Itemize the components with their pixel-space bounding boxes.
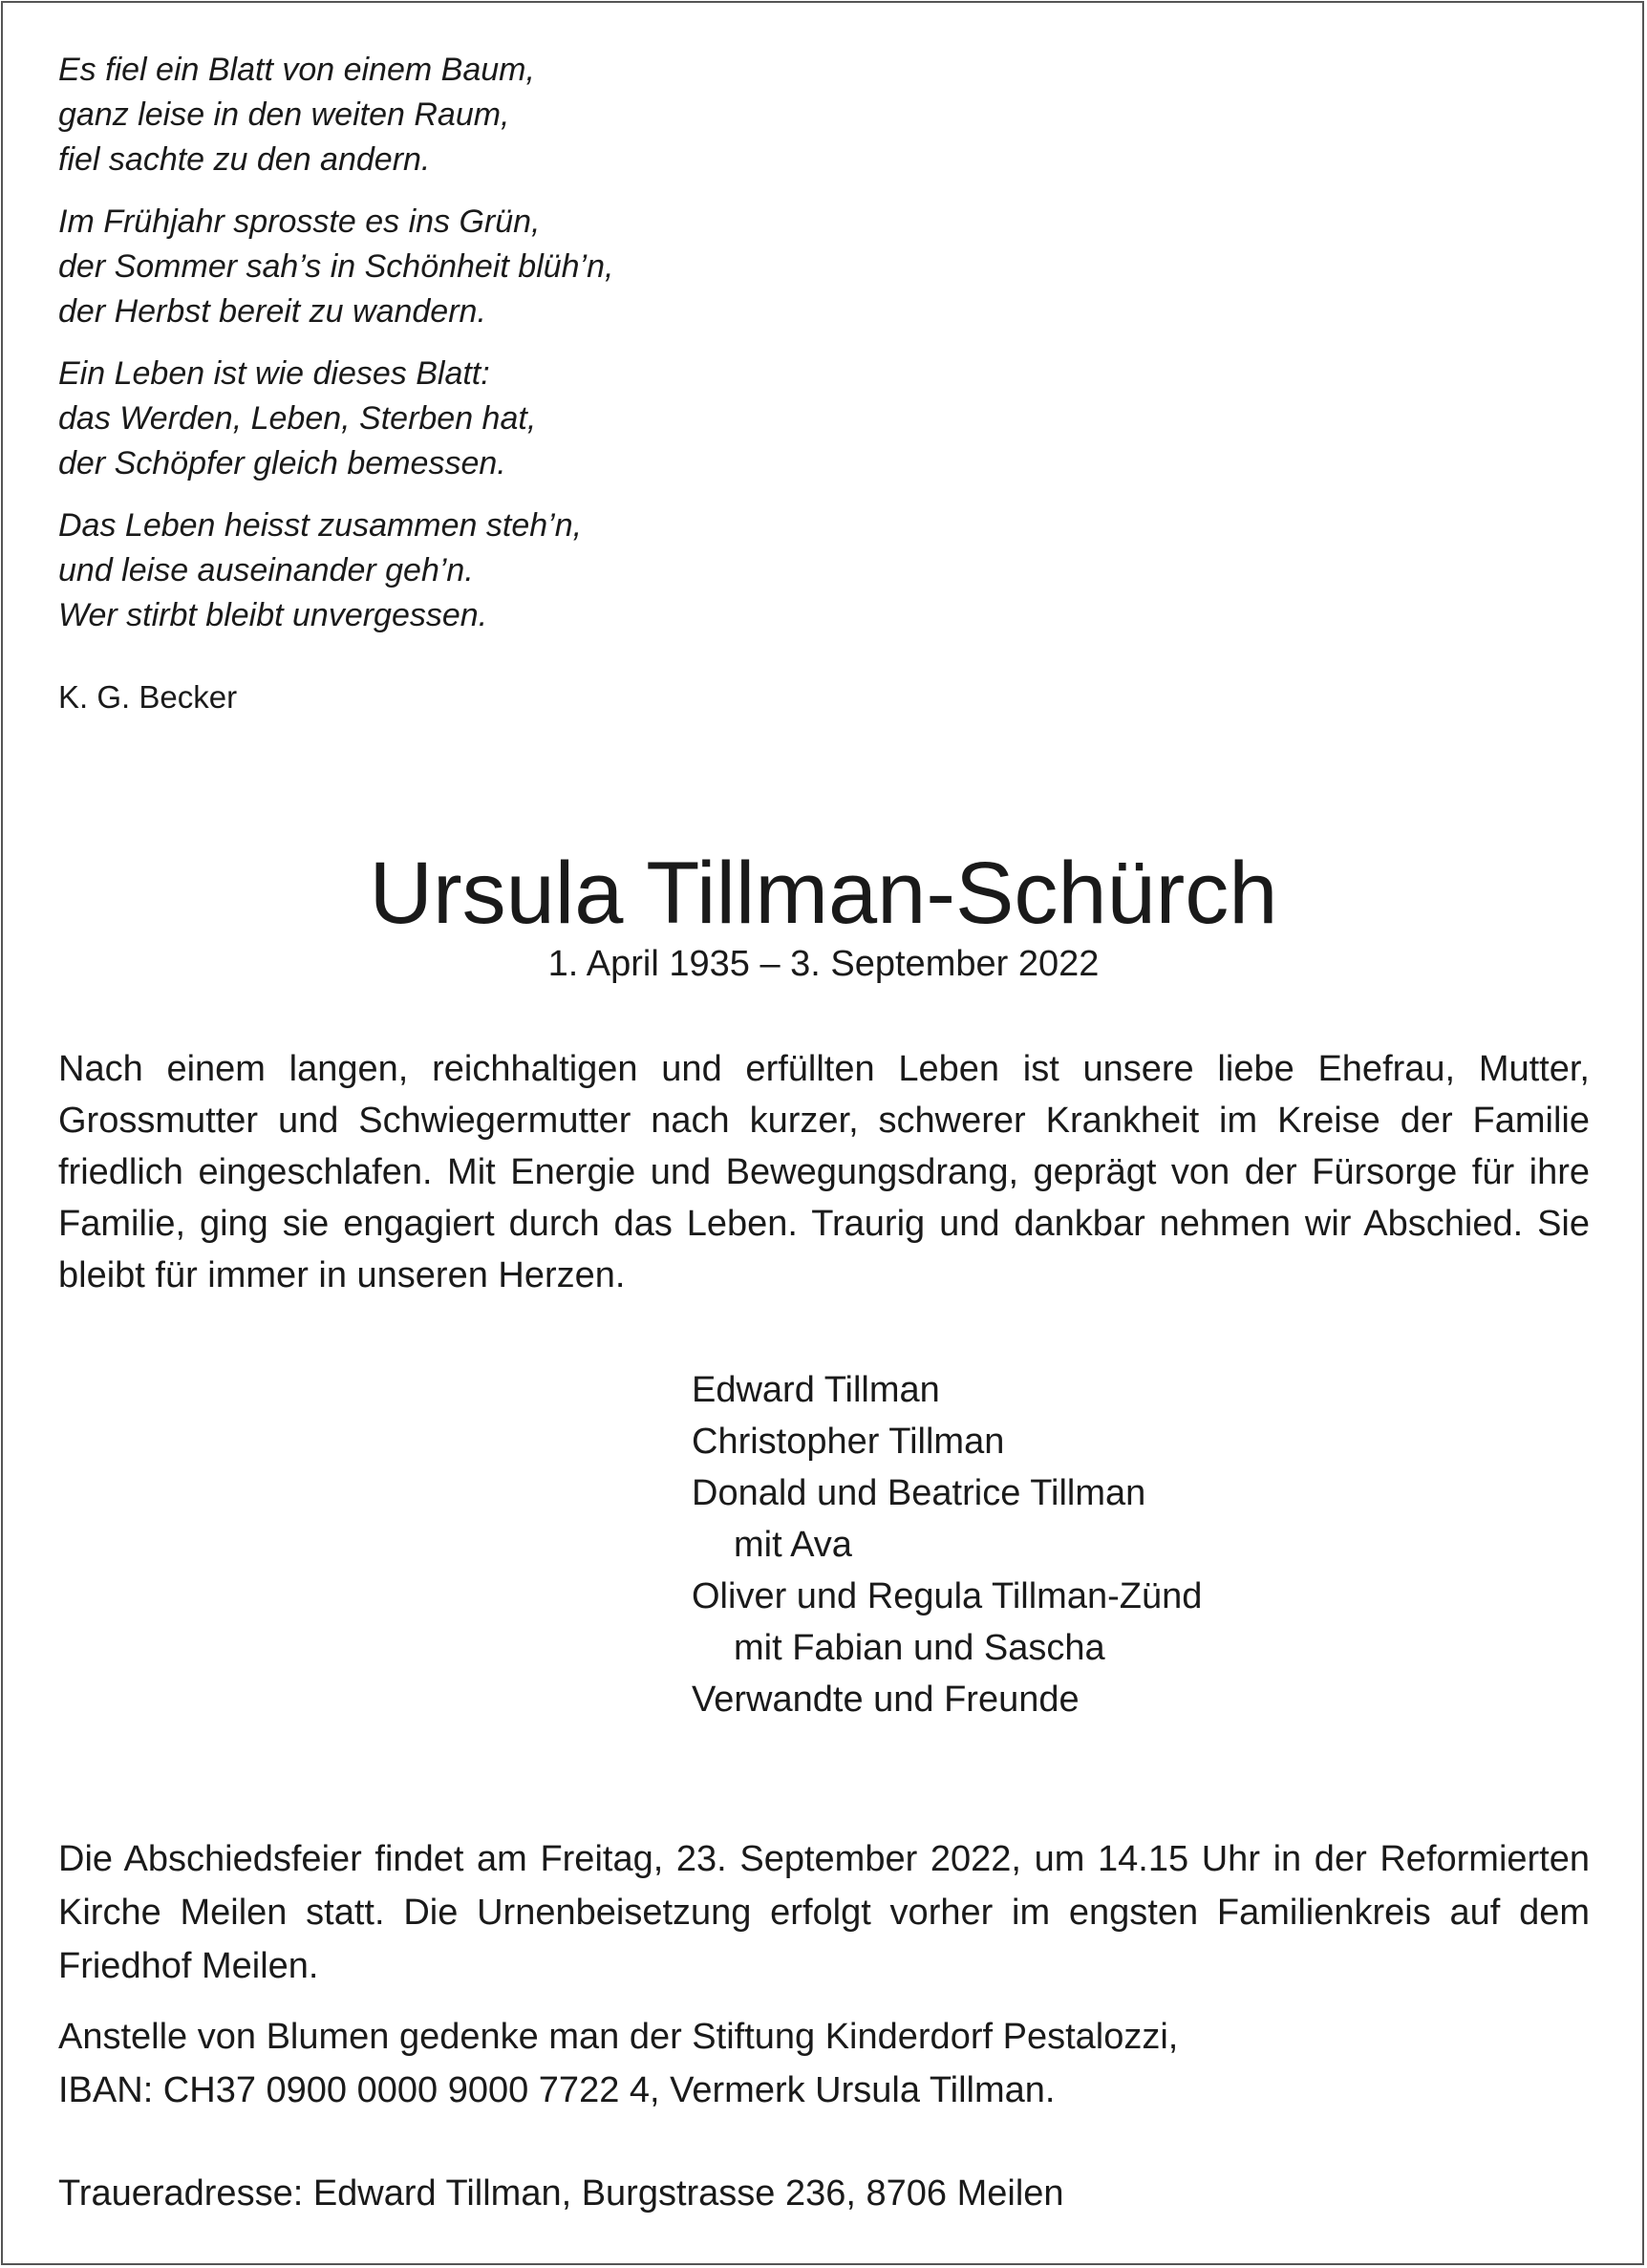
poem-line: ganz leise in den weiten Raum,	[58, 96, 510, 133]
poem-line: und leise auseinander geh’n.	[58, 552, 474, 588]
poem-stanza-2	[58, 200, 918, 334]
poem-stanza-4	[58, 503, 918, 638]
poem-line: Das Leben heisst zusammen steh’n,	[58, 507, 583, 544]
poem-author: K. G. Becker	[58, 679, 238, 715]
mourner-name: Christopher Tillman	[692, 1422, 1005, 1462]
donation-line: Anstelle von Blumen gedenke man der Stiftung Kinderdorf Pestalozzi,	[58, 2017, 1179, 2057]
donation-iban: IBAN: CH37 0900 0000 9000 7722 4, Vermerk Ursula Tillman.	[58, 2070, 1056, 2110]
mourner-name: Verwandte und Freunde	[692, 1680, 1080, 1720]
poem-line: Ein Leben ist wie dieses Blatt:	[58, 355, 490, 392]
life-dates: 1. April 1935 – 3. September 2022	[547, 944, 1100, 984]
mourner-name: Oliver und Regula Tillman-Zünd	[692, 1576, 1203, 1616]
mourner-name: mit Fabian und Sascha	[734, 1628, 1105, 1668]
poem-line: der Herbst bereit zu wandern.	[58, 293, 486, 330]
poem-line: Es fiel ein Blatt von einem Baum,	[58, 52, 535, 88]
poem-line: der Sommer sah’s in Schönheit blüh’n,	[58, 248, 614, 285]
poem-line: das Werden, Leben, Sterben hat,	[58, 400, 537, 437]
mourners-list	[692, 1364, 1551, 1725]
mourning-address: Traueradresse: Edward Tillman, Burgstrasse 236, 8706 Meilen	[58, 2173, 1064, 2214]
poem-stanza-1	[58, 48, 918, 182]
poem-stanza-3	[58, 352, 918, 486]
mourner-name: Donald und Beatrice Tillman	[692, 1473, 1146, 1513]
poem-line: Im Frühjahr sprosste es ins Grün,	[58, 203, 541, 240]
ceremony-info: Die Abschiedsfeier findet am Freitag, 23. September 2022, um 14.15 Uhr in der Reformierten Kirche Meilen statt. Die Urnenbeisetzung erfolgt vorher im engsten Familienkreis auf dem Friedhof Meilen.	[58, 1839, 1590, 1986]
obituary-text: Nach einem langen, reichhaltigen und erfüllten Leben ist unsere liebe Ehefrau, Mutter, Grossmutter und Schwiegermutter nach kurzer, schwerer Krankheit im Kreise der Familie friedlich eingeschlafen. Mit Energie und Bewegungsdrang, geprägt von der Fürsorge für ihre Familie, ging sie engagiert durch das Leben. Traurig und dankbar nehmen wir Abschied. Sie bleibt für immer in unseren Herzen.	[58, 1049, 1590, 1295]
deceased-name: Ursula Tillman-Schürch	[369, 845, 1278, 942]
mourner-name: mit Ava	[734, 1525, 852, 1565]
donation-info	[58, 2010, 1590, 2117]
mourner-name: Edward Tillman	[692, 1370, 940, 1410]
poem-line: der Schöpfer gleich bemessen.	[58, 445, 506, 481]
poem-line: fiel sachte zu den andern.	[58, 141, 431, 178]
poem-line: Wer stirbt bleibt unvergessen.	[58, 597, 488, 633]
poem	[58, 48, 918, 655]
